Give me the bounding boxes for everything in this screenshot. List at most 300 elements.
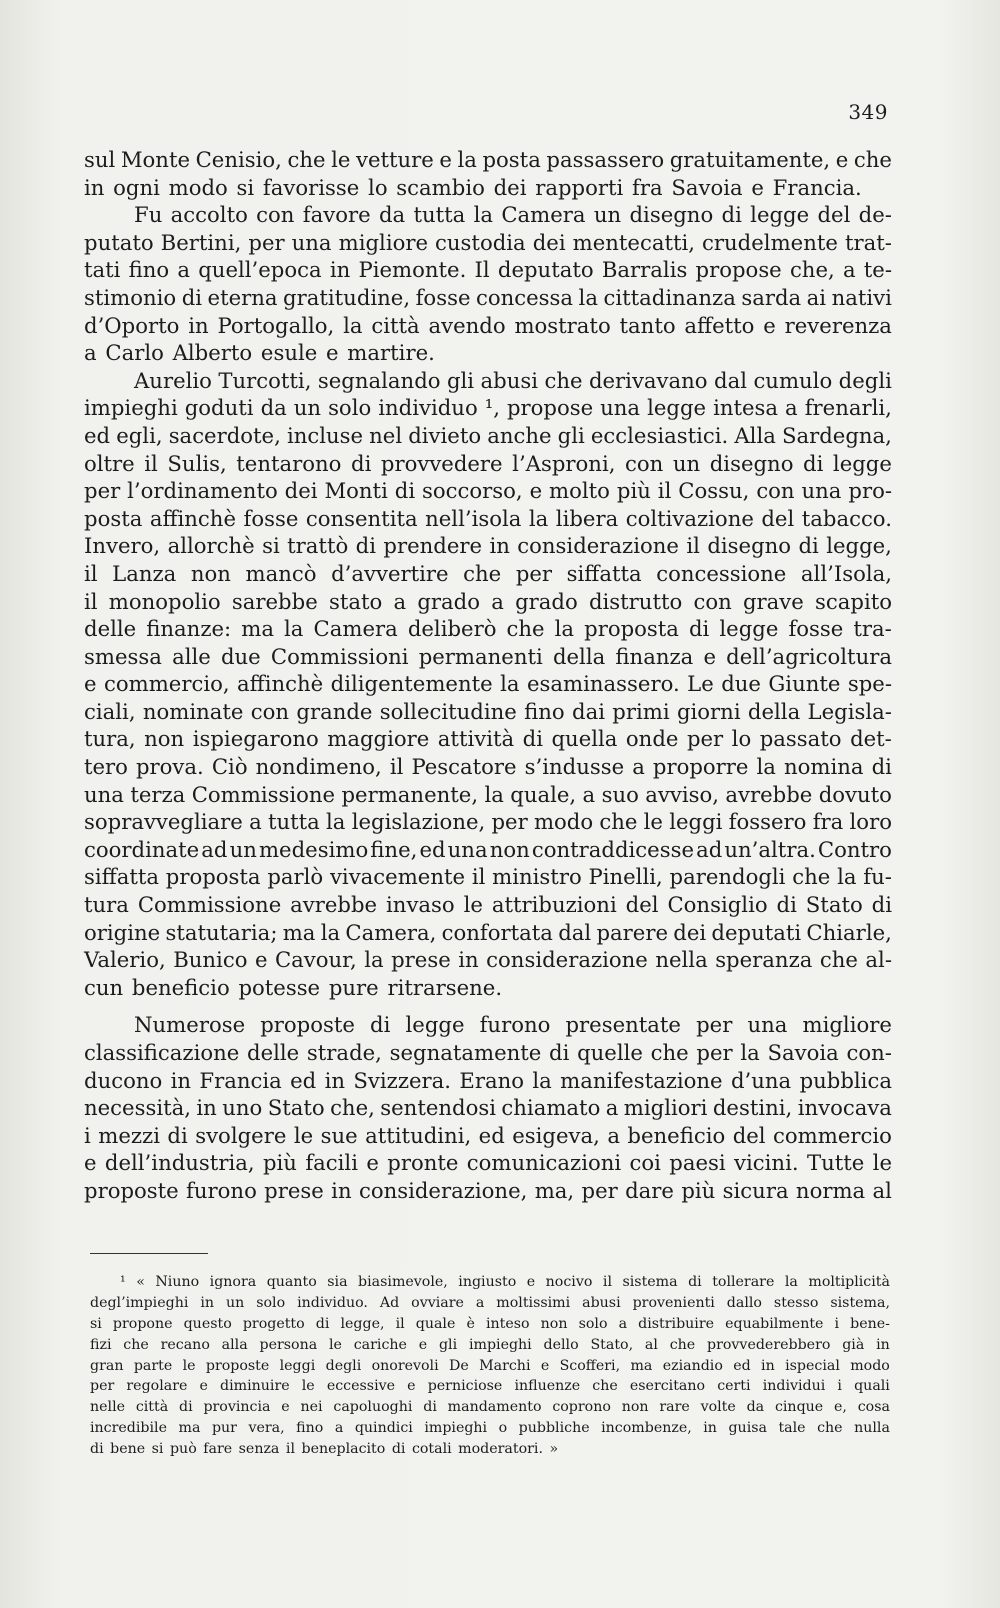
- word: Contro: [817, 836, 892, 862]
- word: di: [181, 284, 203, 310]
- body-line: [84, 836, 892, 864]
- word: in: [324, 1067, 346, 1093]
- word: in: [200, 1294, 215, 1311]
- word: in: [188, 312, 209, 338]
- body-line: [84, 698, 892, 726]
- word: proposta: [584, 616, 679, 642]
- word: quelle: [577, 1040, 643, 1065]
- word: strade,: [306, 1040, 382, 1065]
- word: nominate: [142, 698, 244, 724]
- word: alle: [172, 643, 211, 669]
- word: e: [763, 312, 776, 338]
- word: segnalando: [317, 367, 441, 393]
- word: in: [196, 1095, 217, 1121]
- word: suo: [601, 781, 639, 807]
- word: fino: [296, 1420, 324, 1437]
- word: quella: [551, 726, 618, 752]
- word: Cossu,: [678, 478, 750, 504]
- word: parendogli: [669, 864, 786, 890]
- word: allorchè: [167, 533, 255, 559]
- word: più: [681, 1177, 716, 1203]
- word: coordinate: [84, 836, 200, 862]
- body-line: [84, 974, 892, 1002]
- word: di: [179, 1399, 193, 1416]
- word: che: [544, 367, 583, 393]
- word: mostrato: [514, 312, 611, 338]
- word: incombenze,: [601, 1420, 692, 1437]
- body-line: [84, 422, 892, 450]
- word: da: [746, 1399, 765, 1416]
- word: proposte: [84, 1177, 179, 1203]
- word: ma: [178, 1420, 201, 1437]
- word: Lanza: [112, 560, 177, 586]
- word: di: [871, 754, 892, 780]
- word: progetto: [242, 1315, 305, 1332]
- word: libera: [555, 505, 619, 531]
- word: tale: [778, 1420, 806, 1437]
- word: gran: [90, 1357, 124, 1374]
- word: sicura: [722, 1177, 789, 1203]
- word: scapito: [815, 588, 892, 614]
- word: disegno: [629, 202, 714, 228]
- word: per: [696, 1012, 733, 1038]
- word: le: [643, 809, 663, 835]
- word: coltivazione: [625, 505, 754, 531]
- word: la: [320, 919, 341, 945]
- word: siffatta: [566, 560, 642, 586]
- word: non: [144, 726, 185, 752]
- word: beneficio: [627, 1122, 726, 1148]
- word: i: [84, 1122, 91, 1148]
- word: Barralis: [601, 257, 688, 283]
- body-line: [84, 1149, 892, 1177]
- body-line: [84, 450, 892, 478]
- word: migliori: [623, 1095, 708, 1121]
- word: migliore: [802, 1012, 892, 1038]
- word: ciali,: [84, 698, 136, 724]
- word: una: [600, 395, 641, 421]
- word: della: [552, 643, 606, 669]
- word: di: [355, 533, 376, 559]
- word: impieghi: [468, 1336, 532, 1353]
- word: dal: [558, 919, 592, 945]
- word: fino: [524, 698, 565, 724]
- page-number: 349: [848, 100, 888, 124]
- word: capoluoghi: [333, 1399, 413, 1416]
- word: di: [871, 892, 892, 918]
- word: fizi: [90, 1336, 112, 1353]
- word: un: [293, 395, 322, 421]
- body-line: [84, 725, 892, 753]
- word: per: [248, 229, 285, 255]
- line-text: in ogni modo si favorisse lo scambio dei rapporti fra Savoia e Francia.: [84, 174, 862, 200]
- word: cumulo: [753, 367, 833, 393]
- word: classificazione: [84, 1040, 240, 1065]
- word: non: [540, 1315, 568, 1332]
- word: ispiegarono: [192, 726, 319, 752]
- word: che: [463, 560, 502, 586]
- word: individui: [762, 1378, 826, 1395]
- word: diligentemente: [330, 671, 493, 697]
- word: a: [582, 781, 596, 807]
- word: vicini.: [734, 1150, 799, 1176]
- word: esaminassero.: [526, 671, 680, 697]
- word: tutta: [413, 202, 466, 228]
- word: due: [220, 643, 261, 669]
- body-line: [84, 615, 892, 643]
- word: che: [123, 1336, 149, 1353]
- body-line: [84, 532, 892, 560]
- word: sul: [84, 147, 116, 172]
- word: incluse: [286, 422, 364, 448]
- body-line: [84, 201, 892, 229]
- word: trattò: [287, 533, 349, 559]
- word: Francia: [199, 1067, 282, 1093]
- word: per: [686, 726, 724, 752]
- word: oltre: [84, 450, 135, 476]
- body-line: [84, 588, 892, 616]
- word: al: [644, 1336, 658, 1353]
- body-line: [84, 946, 892, 974]
- word: considerazione: [486, 947, 648, 973]
- word: dei: [673, 919, 707, 945]
- word: moltiplicità: [808, 1274, 890, 1290]
- footnote-line: [90, 1397, 890, 1418]
- word: a: [334, 1420, 344, 1437]
- word: che: [819, 947, 858, 973]
- word: disegno: [709, 450, 794, 476]
- word: la: [756, 754, 776, 780]
- word: città: [371, 312, 420, 338]
- word: l’ordinamento: [127, 478, 278, 504]
- word: frenarli,: [804, 395, 892, 421]
- word: reverenza: [784, 312, 892, 338]
- word: gli: [438, 1336, 458, 1353]
- word: Commissione: [191, 781, 336, 807]
- word: loro: [849, 809, 892, 835]
- word: sistema: [622, 1274, 678, 1290]
- word: ed: [290, 1067, 317, 1093]
- word: esigeva,: [512, 1122, 600, 1148]
- word: e: [407, 1378, 416, 1395]
- word: parte: [133, 1357, 173, 1374]
- word: la: [500, 671, 520, 697]
- word: coi: [629, 1150, 661, 1176]
- word: ed: [478, 1122, 505, 1148]
- word: per: [696, 1040, 733, 1065]
- word: stesso: [773, 1294, 819, 1311]
- word: di: [721, 202, 742, 228]
- word: impieghi: [424, 1420, 488, 1437]
- word: degl’impieghi: [90, 1294, 189, 1311]
- word: permanenti: [418, 643, 543, 669]
- word: che: [506, 616, 545, 642]
- word: Aurelio: [134, 367, 212, 393]
- word: del: [732, 1122, 766, 1148]
- word: prendere: [383, 533, 483, 559]
- word: speranza: [715, 947, 813, 973]
- word: che: [817, 1420, 843, 1437]
- word: Commissione: [137, 892, 282, 918]
- word: nondimeno,: [255, 754, 382, 780]
- word: accolto: [170, 202, 248, 228]
- word: commercio: [773, 1122, 892, 1148]
- word: Portogallo,: [217, 312, 335, 338]
- word: invocava: [797, 1095, 892, 1121]
- word: di: [776, 892, 797, 918]
- word: che: [287, 147, 326, 172]
- body-line: [84, 1122, 892, 1150]
- word: in: [761, 1357, 775, 1374]
- word: fossero: [728, 809, 807, 835]
- word: in: [489, 533, 510, 559]
- word: ¹,: [484, 395, 500, 421]
- body-text: [84, 146, 892, 1205]
- word: gli: [557, 422, 585, 448]
- word: solo: [578, 1315, 608, 1332]
- word: Monte: [120, 147, 191, 172]
- word: sentendosi: [380, 1095, 496, 1121]
- word: del: [625, 892, 659, 918]
- body-line: [84, 256, 892, 284]
- footnote-line: [90, 1356, 890, 1377]
- word: Pescatore: [411, 754, 517, 780]
- word: ministro: [492, 864, 582, 890]
- word: fosse: [415, 284, 471, 310]
- word: Numerose: [134, 1012, 246, 1038]
- word: dei: [284, 478, 318, 504]
- word: fosse: [243, 505, 299, 531]
- word: da: [378, 202, 406, 228]
- word: con: [256, 202, 295, 228]
- word: modo: [850, 1357, 890, 1374]
- word: provincia: [203, 1399, 271, 1416]
- word: considerazione: [517, 533, 679, 559]
- word: e: [281, 1399, 290, 1416]
- word: deputati: [711, 919, 802, 945]
- body-line: [84, 808, 892, 836]
- word: la: [364, 947, 384, 973]
- word: tura,: [84, 726, 136, 752]
- word: che: [599, 809, 638, 835]
- word: delle: [84, 616, 137, 642]
- body-line: [84, 146, 892, 174]
- word: e: [84, 1150, 97, 1176]
- word: a: [605, 1095, 619, 1121]
- word: det-: [850, 726, 892, 752]
- word: di: [803, 450, 824, 476]
- word: una: [291, 229, 332, 255]
- word: da: [260, 395, 287, 421]
- word: fra: [812, 809, 844, 835]
- word: città: [135, 1399, 169, 1416]
- word: propose: [695, 257, 782, 283]
- word: perniciose: [427, 1378, 503, 1395]
- body-line: [84, 505, 892, 533]
- word: concessione: [656, 560, 787, 586]
- word: in: [329, 257, 351, 283]
- word: quali: [854, 1378, 890, 1395]
- word: di: [688, 1274, 702, 1290]
- word: necessità,: [84, 1095, 191, 1121]
- word: Camera,: [345, 919, 437, 945]
- word: è: [466, 1315, 475, 1332]
- word: avendo: [428, 312, 506, 338]
- word: Cenisio,: [195, 147, 282, 172]
- word: ma,: [534, 1177, 575, 1203]
- word: Le: [687, 671, 714, 697]
- word: invaso: [386, 892, 455, 918]
- word: a: [475, 1294, 485, 1311]
- word: della: [747, 698, 801, 724]
- word: rare: [659, 1399, 690, 1416]
- word: pur: [211, 1420, 237, 1437]
- word: grande: [296, 698, 373, 724]
- word: nomina: [783, 754, 864, 780]
- word: passassero: [546, 147, 665, 172]
- word: contraddicesse: [531, 836, 694, 862]
- word: distrutto: [588, 588, 683, 614]
- word: e: [366, 1150, 379, 1176]
- word: e: [526, 1274, 536, 1290]
- word: provvederebbero: [707, 1336, 831, 1353]
- paragraph-gap: [84, 1001, 892, 1011]
- word: tollerare: [712, 1274, 775, 1290]
- body-line: [84, 560, 892, 588]
- word: di: [315, 1315, 330, 1332]
- word: d’Oporto: [84, 312, 180, 338]
- word: del: [817, 202, 851, 228]
- word: ed: [733, 1357, 751, 1374]
- word: e: [439, 147, 452, 172]
- word: Valerio,: [84, 947, 166, 973]
- word: di: [798, 533, 819, 559]
- word: attribuzioni: [491, 892, 617, 918]
- footnote-line: [90, 1272, 890, 1293]
- word: sacerdote,: [168, 422, 281, 448]
- word: leggi: [279, 1357, 316, 1374]
- body-line: [84, 1067, 892, 1095]
- body-line: [84, 367, 892, 395]
- word: quell’epoca: [198, 257, 322, 283]
- word: Monti: [324, 478, 388, 504]
- word: e: [199, 1378, 208, 1395]
- word: il: [686, 533, 700, 559]
- word: cariche: [353, 1336, 407, 1353]
- footnotes: [90, 1272, 890, 1460]
- word: uno: [222, 1095, 263, 1121]
- line-text: a Carlo Alberto esule e martire.: [84, 340, 435, 366]
- word: più: [262, 1150, 297, 1176]
- word: coprono: [552, 1399, 611, 1416]
- word: ¹: [120, 1274, 126, 1290]
- word: influenze: [514, 1378, 581, 1395]
- word: più: [616, 478, 651, 504]
- word: te-: [863, 257, 892, 283]
- word: d’una: [730, 1067, 792, 1093]
- word: s’indusse: [524, 754, 625, 780]
- word: di: [370, 1012, 391, 1038]
- word: con: [693, 588, 732, 614]
- word: il: [84, 588, 98, 614]
- word: tabacco.: [801, 505, 892, 531]
- word: nella: [655, 947, 708, 973]
- footnote-line: [90, 1376, 890, 1397]
- word: nell’isola: [425, 505, 522, 531]
- word: quale,: [510, 781, 577, 807]
- word: affinchè: [149, 505, 236, 531]
- word: pro-: [848, 478, 892, 504]
- word: prova.: [135, 754, 204, 780]
- footnote-line: [90, 1418, 890, 1439]
- word: a: [632, 754, 645, 780]
- word: degli: [325, 1357, 362, 1374]
- word: un: [225, 1294, 245, 1311]
- word: biasimevole,: [358, 1274, 448, 1290]
- body-line: [84, 284, 892, 312]
- body-line: [84, 1011, 892, 1039]
- word: prese: [264, 1177, 324, 1203]
- word: di: [549, 1040, 570, 1065]
- body-line: [84, 753, 892, 781]
- word: permanente,: [341, 781, 479, 807]
- body-line: [84, 891, 892, 919]
- word: si: [262, 533, 280, 559]
- word: ovviare: [411, 1294, 464, 1311]
- word: la: [532, 1067, 552, 1093]
- word: incredibile: [90, 1420, 167, 1437]
- word: con: [625, 450, 664, 476]
- word: cittadinanza: [603, 284, 736, 310]
- word: per: [90, 1378, 115, 1395]
- body-line: [84, 919, 892, 947]
- word: abusi: [582, 1294, 621, 1311]
- word: favore: [302, 202, 371, 228]
- body-line: [84, 1177, 892, 1205]
- word: di: [394, 478, 416, 504]
- word: le: [872, 1150, 892, 1176]
- word: siffatta: [84, 864, 159, 890]
- word: provvedere: [380, 450, 503, 476]
- word: eterna: [207, 284, 278, 310]
- word: sistema,: [830, 1294, 890, 1311]
- word: e: [835, 147, 849, 172]
- word: e: [540, 1357, 550, 1374]
- word: le: [463, 892, 483, 918]
- word: alla: [221, 1336, 248, 1353]
- word: e: [418, 1336, 428, 1353]
- word: ispecial: [785, 1357, 840, 1374]
- word: distribuire: [638, 1315, 715, 1332]
- word: ma: [241, 616, 274, 642]
- word: tura: [84, 892, 129, 918]
- word: proposta: [165, 864, 261, 890]
- word: all’Isola,: [800, 560, 892, 586]
- word: propone: [112, 1315, 173, 1332]
- word: cosa: [857, 1399, 890, 1416]
- word: del: [761, 505, 795, 531]
- word: un’altra.: [724, 836, 816, 862]
- word: una: [447, 836, 488, 862]
- word: proposte: [205, 1357, 270, 1374]
- word: legge: [832, 450, 892, 476]
- word: gli: [446, 367, 475, 393]
- word: propose: [506, 395, 594, 421]
- word: nulla: [854, 1420, 890, 1437]
- body-line: [84, 670, 892, 698]
- word: svolgere: [195, 1122, 287, 1148]
- word: fine,: [370, 836, 418, 862]
